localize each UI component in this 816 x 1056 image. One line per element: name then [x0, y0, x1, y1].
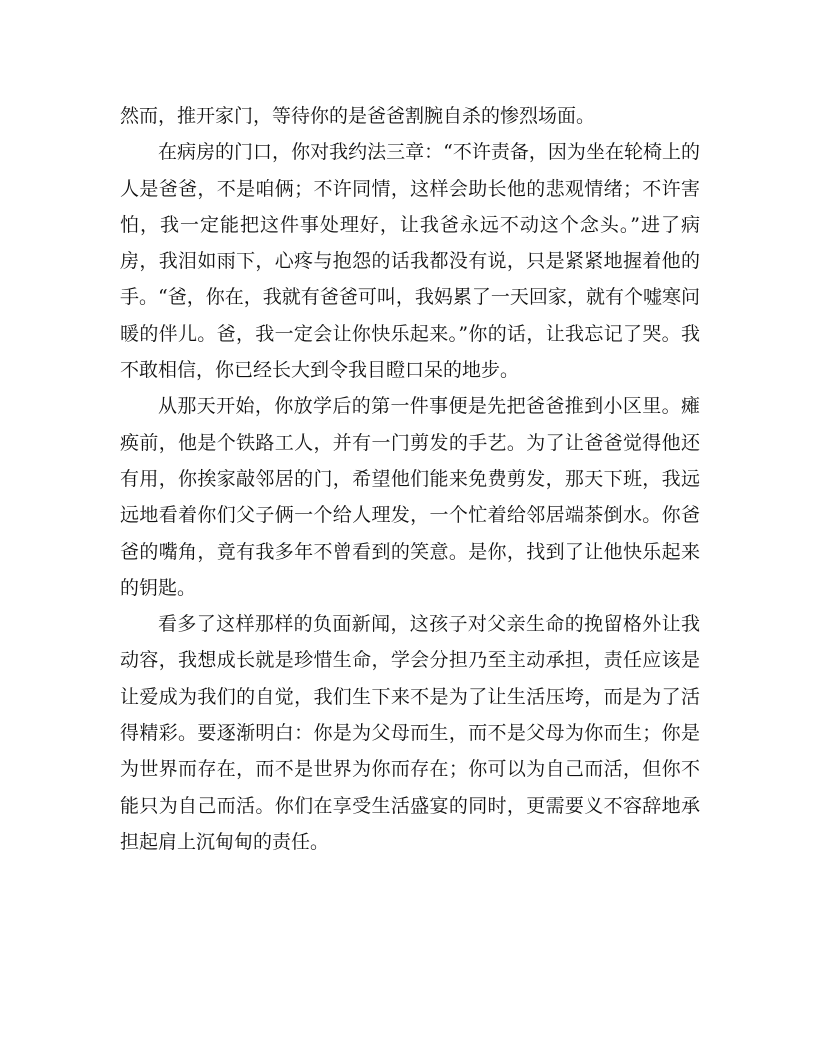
paragraph-4: 看多了这样那样的负面新闻，这孩子对父亲生命的挽留格外让我动容，我想成长就是珍惜生命，学会分担乃至主动承担，责任应该是让爱成为我们的自觉，我们生下来不是为了让生活压垮，而是为了活得精彩。要逐渐明白：你是为父母而生，而不是父母为你而生；你是为世界而存在，而不是世界为你而存在；你可以为自己而活，但你不能只为自己而活。你们在享受生活盛宴的同时，更需要义不容辞地承担起肩上沉甸甸的责任。: [120, 613, 700, 853]
document-body: [120, 98, 700, 860]
paragraph-1: 然而，推开家门，等待你的是爸爸割腕自杀的惨烈场面。: [120, 105, 596, 127]
paragraph-2: 在病房的门口，你对我约法三章：“不许责备，因为坐在轮椅上的人是爸爸，不是咱俩；不许同情，这样会助长他的悲观情绪；不许害怕，我一定能把这件事处理好，让我爸永远不动这个念头。”进了病房，我泪如雨下，心疼与抱怨的话我都没有说，只是紧紧地握着他的手。“爸，你在，我就有爸爸可叫，我妈累了一天回家，就有个嘘寒问暖的伴儿。爸，我一定会让你快乐起来。”你的话，让我忘记了哭。我不敢相信，你已经长大到令我目瞪口呆的地步。: [120, 141, 700, 382]
paragraph-3: 从那天开始，你放学后的第一件事便是先把爸爸推到小区里。瘫痪前，他是个铁路工人，并有一门剪发的手艺。为了让爸爸觉得他还有用，你挨家敲邻居的门，希望他们能来免费剪发，那天下班，我远远地看着你们父子俩一个给人理发，一个忙着给邻居端茶倒水。你爸爸的嘴角，竟有我多年不曾看到的笑意。是你，找到了让他快乐起来的钥匙。: [120, 395, 700, 599]
